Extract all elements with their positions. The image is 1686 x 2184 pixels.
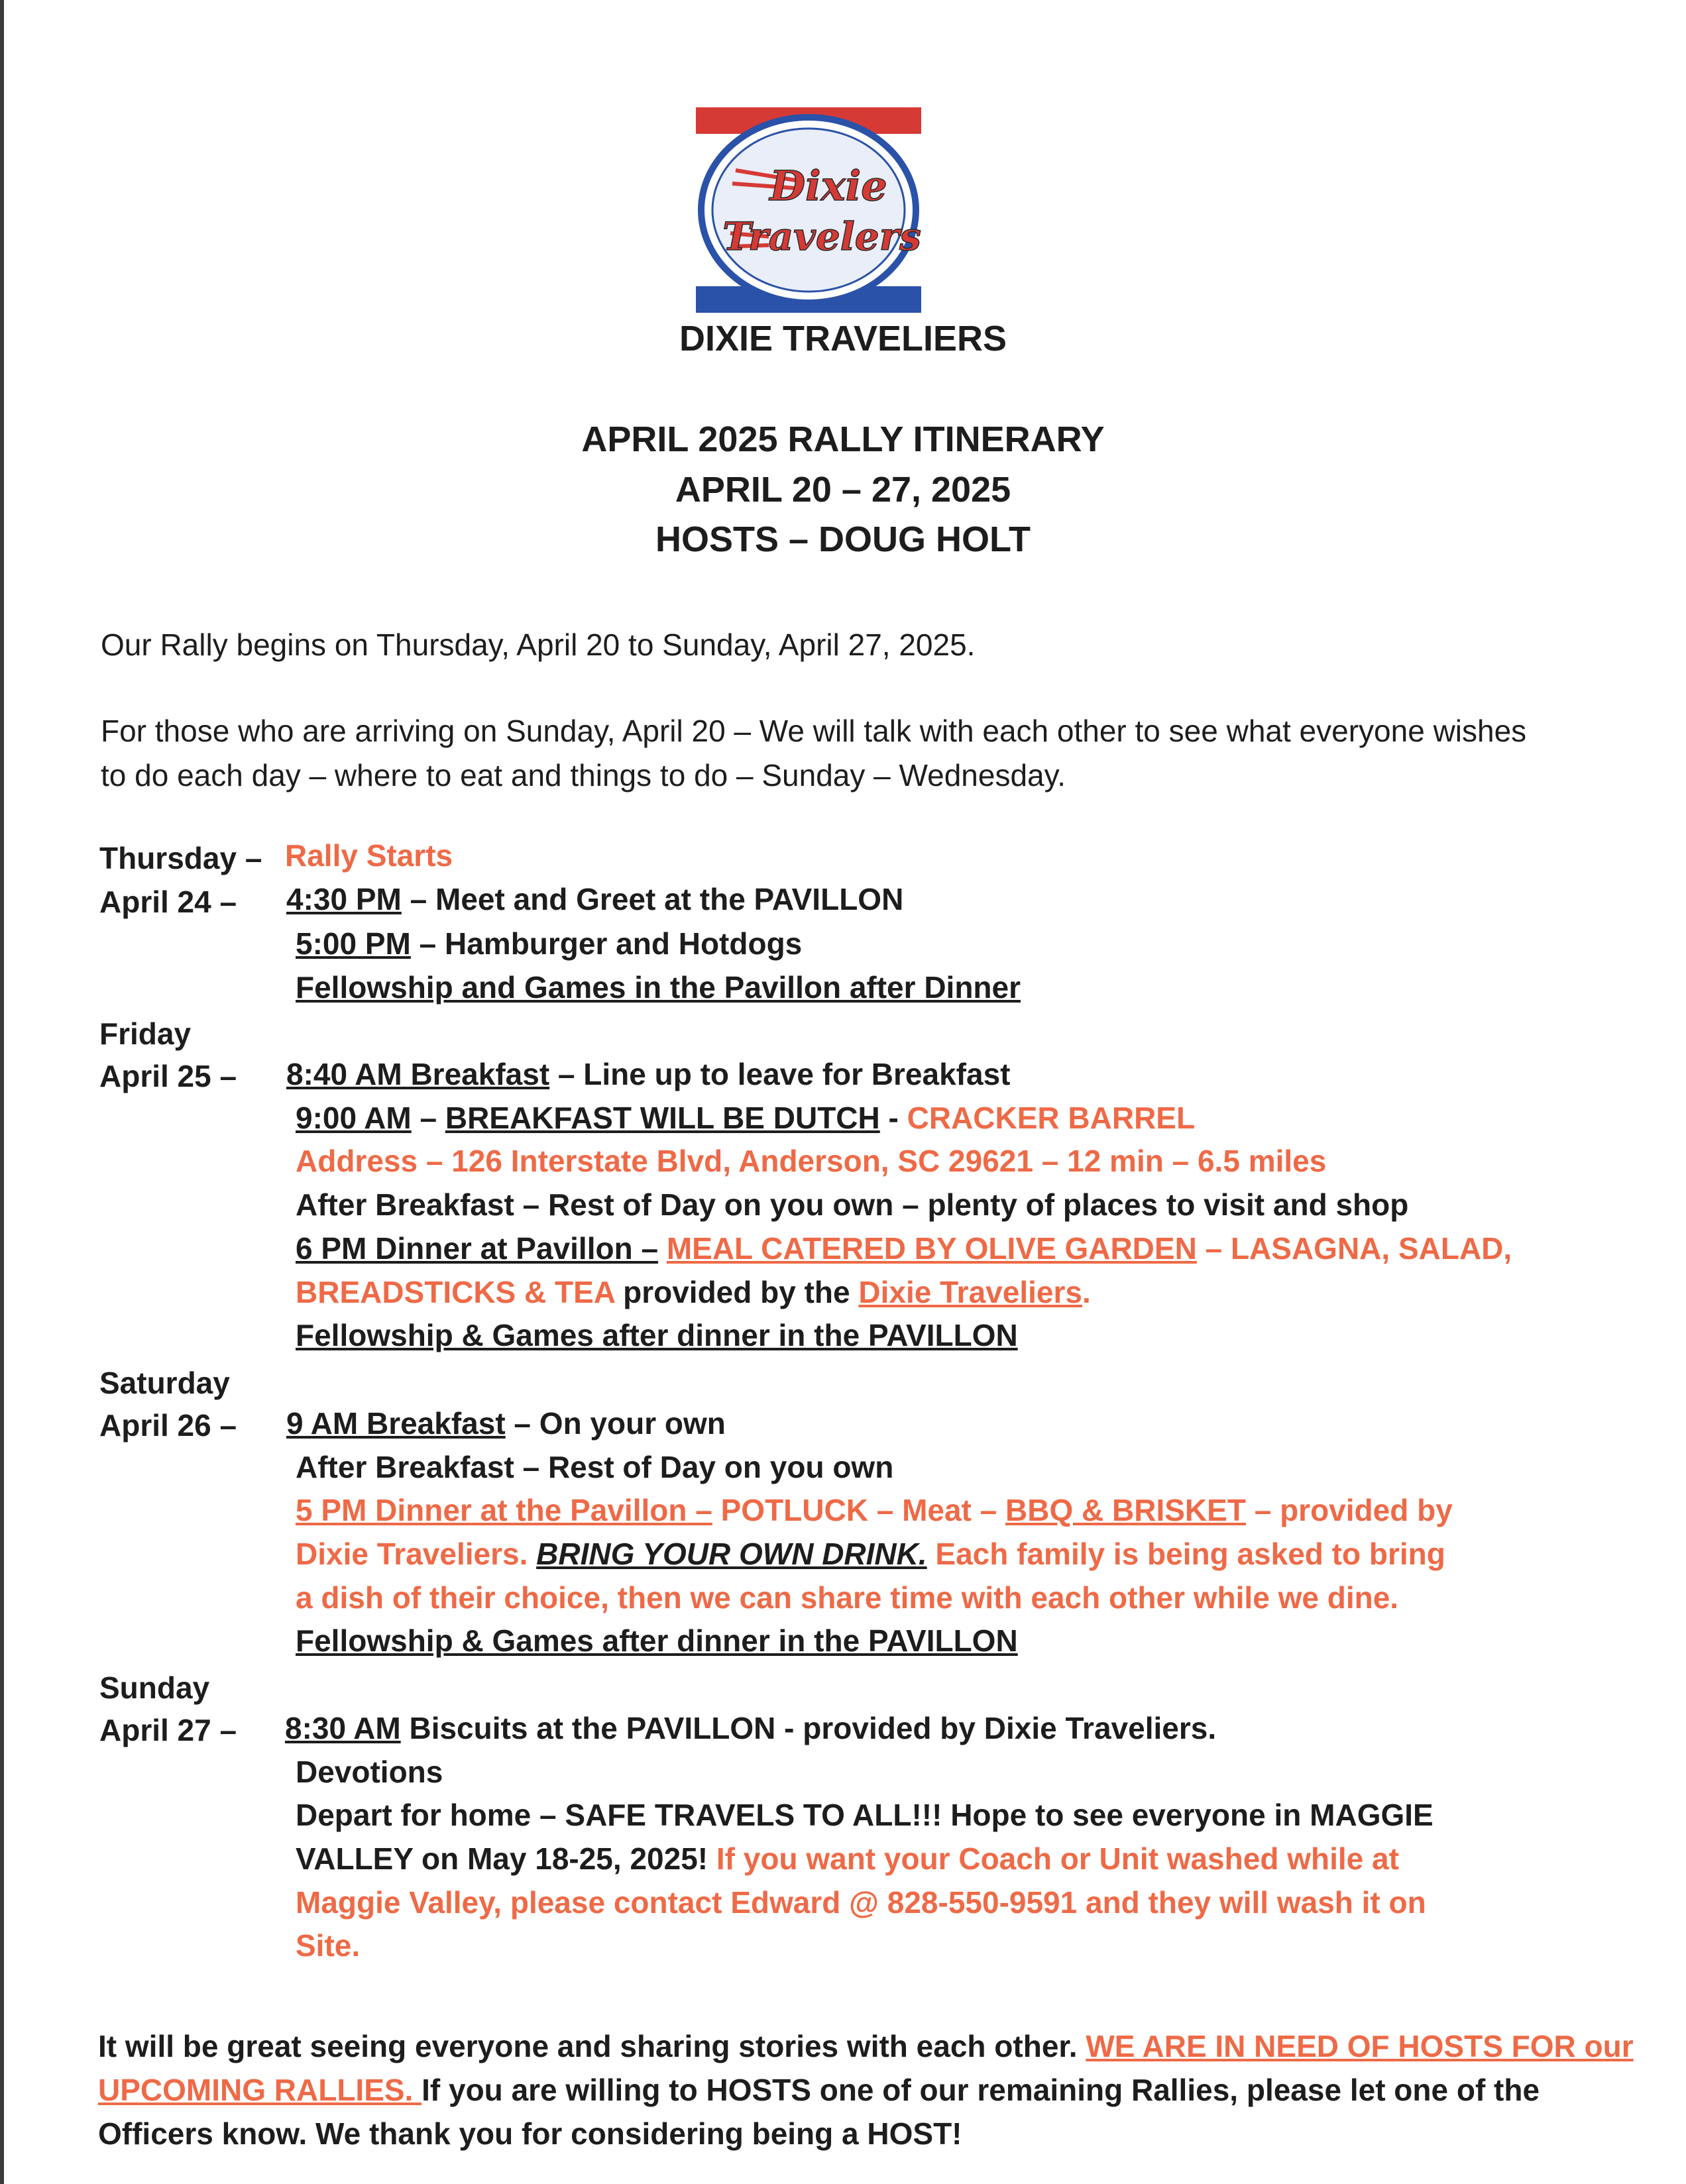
friday-dinner-2 <box>296 1270 1091 1314</box>
text: – LASAGNA, SALAD, <box>1196 1231 1512 1266</box>
text: Dixie Traveliers. <box>296 1537 537 1571</box>
svg-text:Dixie: Dixie <box>769 162 887 210</box>
thursday-day-label: Thursday – <box>99 841 262 875</box>
thursday-date-label: April 24 – <box>99 885 237 919</box>
friday-item-1 <box>286 1052 1010 1096</box>
friday-dinner <box>296 1227 1512 1270</box>
thursday-item-2 <box>296 922 802 965</box>
intro-paragraph-2: For those who are arriving on Sunday, April 20 – We will talk with each other to see what everyone wishes to do each day – where to eat and things to do – Sunday – Wednesday. <box>101 714 1527 792</box>
text: It will be great seeing everyone and sharing stories with each other. <box>98 2029 1086 2063</box>
text: If you want your Coach or Unit washed while at <box>716 1841 1399 1876</box>
text: POTLUCK – Meat – <box>712 1493 1006 1527</box>
svg-text:Travelers: Travelers <box>722 214 921 259</box>
sunday-maggie: Maggie Valley, please contact Edward @ 828-550-9591 and they will wash it on <box>296 1885 1426 1920</box>
text: – On your own <box>505 1406 726 1441</box>
text: – Hamburger and Hotdogs <box>410 926 803 961</box>
time: 4:30 PM <box>286 882 402 916</box>
time: 5:00 PM <box>296 926 411 961</box>
time: 8:30 AM <box>285 1711 401 1745</box>
sunday-valley <box>296 1837 1399 1881</box>
dixie-travelers-logo <box>696 107 921 313</box>
text: – <box>411 1101 445 1135</box>
saturday-dinner-2 <box>296 1532 1445 1576</box>
text: MEAL CATERED BY OLIVE GARDEN <box>666 1231 1197 1266</box>
text: BRING YOUR OWN DRINK. <box>536 1537 927 1571</box>
sunday-date-label: April 27 – <box>99 1713 237 1747</box>
text: Each family is being asked to bring <box>927 1537 1445 1571</box>
hosts-line: HOSTS – DOUG HOLT <box>655 519 1031 559</box>
text: 5 PM Dinner at the Pavillon – <box>296 1493 712 1527</box>
saturday-day-label: Saturday <box>99 1366 230 1400</box>
text: BREAKFAST WILL BE DUTCH <box>445 1101 880 1135</box>
rally-starts: Rally Starts <box>285 838 453 873</box>
saturday-dinner <box>296 1488 1453 1532</box>
itinerary-dates: APRIL 20 – 27, 2025 <box>675 470 1011 510</box>
sunday-item-1 <box>285 1706 1216 1750</box>
text: VALLEY on May 18-25, 2025! <box>296 1841 716 1876</box>
closing-paragraph <box>98 2024 1649 2156</box>
text: provided by the <box>614 1275 859 1309</box>
thursday-fellowship: Fellowship and Games in the Pavillon after Dinner <box>296 970 1021 1005</box>
itinerary-title: APRIL 2025 RALLY ITINERARY <box>581 419 1105 459</box>
text: If you are willing to HOSTS one of our remaining Rallies, please let one of the Officers know. We thank you for considering being a HOST! <box>98 2073 1540 2151</box>
text: Biscuits at the PAVILLON - provided by Dixie Traveliers. <box>400 1711 1217 1745</box>
text: – Line up to leave for Breakfast <box>549 1057 1011 1091</box>
saturday-date-label: April 26 – <box>99 1408 237 1443</box>
friday-item-2 <box>296 1096 1195 1140</box>
saturday-item-1 <box>286 1401 726 1445</box>
friday-after-breakfast: After Breakfast – Rest of Day on you own – plenty of places to visit and shop <box>296 1187 1409 1222</box>
intro-paragraph-1: Our Rally begins on Thursday, April 20 to Sunday, April 27, 2025. <box>101 628 976 662</box>
saturday-fellowship: Fellowship & Games after dinner in the PAVILLON <box>296 1623 1018 1658</box>
text: . <box>1082 1275 1091 1309</box>
text: 9 AM Breakfast <box>286 1406 506 1441</box>
saturday-after-breakfast: After Breakfast – Rest of Day on you own <box>296 1450 894 1484</box>
friday-address: Address – 126 Interstate Blvd, Anderson, SC 29621 – 12 min – 6.5 miles <box>296 1144 1327 1178</box>
organization-name: DIXIE TRAVELIERS <box>679 319 1007 358</box>
text: Dixie Traveliers <box>858 1275 1082 1309</box>
saturday-dinner-3: a dish of their choice, then we can share time with each other while we dine. <box>296 1580 1399 1615</box>
sunday-devotions: Devotions <box>296 1755 443 1789</box>
text: – Meet and Greet at the PAVILLON <box>401 882 904 916</box>
text: 6 PM Dinner at Pavillon – <box>296 1231 659 1266</box>
thursday-item-1 <box>286 877 903 921</box>
text: – provided by <box>1245 1493 1453 1527</box>
text: WE ARE IN NEED OF HOSTS FOR our UPCOMING RALLIES. <box>98 2029 1634 2107</box>
text: 8:40 AM Breakfast <box>286 1057 550 1091</box>
time: 9:00 AM <box>296 1101 412 1135</box>
friday-day-label: Friday <box>99 1016 192 1051</box>
sunday-depart: Depart for home – SAFE TRAVELS TO ALL!!! Hope to see everyone in MAGGIE <box>296 1798 1433 1832</box>
sunday-site: Site. <box>296 1928 361 1963</box>
sunday-day-label: Sunday <box>99 1670 210 1705</box>
friday-fellowship: Fellowship & Games after dinner in the PAVILLON <box>296 1318 1018 1352</box>
text: BREADSTICKS & TEA <box>296 1275 615 1309</box>
text: BBQ & BRISKET <box>1005 1493 1246 1527</box>
friday-date-label: April 25 – <box>99 1059 237 1093</box>
text: - <box>879 1101 907 1135</box>
text: CRACKER BARREL <box>907 1101 1196 1135</box>
